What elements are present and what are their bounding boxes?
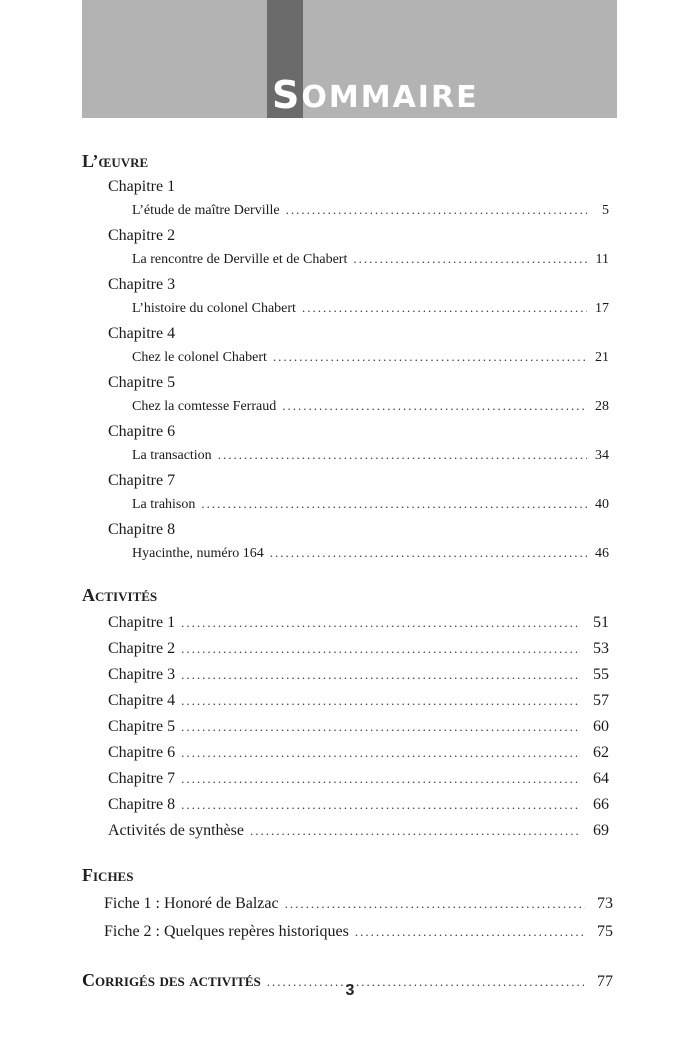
toc-entry-title: L’étude de maître Derville bbox=[132, 203, 280, 218]
toc-entry-title: Chez le colonel Chabert bbox=[132, 350, 267, 365]
toc-entry-page: 51 bbox=[593, 614, 609, 631]
dot-leader bbox=[353, 247, 587, 271]
toc-entry[interactable] bbox=[82, 688, 615, 714]
toc-entry-page: 46 bbox=[595, 546, 609, 561]
page-title-rest: OMMAIRE bbox=[301, 80, 479, 115]
dot-leader bbox=[181, 688, 581, 714]
section-title-oeuvre: L’œuvre bbox=[82, 151, 149, 171]
dot-leader bbox=[181, 792, 581, 818]
page-title-initial: S bbox=[272, 73, 300, 117]
chapter-label: Chapitre 7 bbox=[108, 472, 176, 489]
toc-entry-page: 17 bbox=[595, 301, 609, 316]
dot-leader bbox=[270, 541, 587, 565]
toc-entry[interactable] bbox=[82, 662, 615, 688]
toc-entry-title: Chapitre 8 bbox=[108, 796, 176, 813]
page-title bbox=[272, 70, 479, 117]
chapter-group bbox=[82, 519, 615, 566]
dot-leader bbox=[250, 818, 581, 844]
toc-entry-page: 64 bbox=[593, 770, 609, 787]
chapter-group bbox=[82, 225, 615, 272]
toc-entry-title: Corrigés des activités bbox=[82, 970, 261, 990]
toc-entry-page: 75 bbox=[597, 923, 613, 940]
toc-entry-page: 55 bbox=[593, 666, 609, 683]
chapter-group bbox=[82, 372, 615, 419]
chapter-group bbox=[82, 421, 615, 468]
toc-entry[interactable] bbox=[82, 492, 615, 517]
toc-entry-page: 69 bbox=[593, 822, 609, 839]
toc-entry-page: 5 bbox=[602, 203, 609, 218]
toc-entry-page: 40 bbox=[595, 497, 609, 512]
toc-entry[interactable] bbox=[82, 394, 615, 419]
toc-entry[interactable] bbox=[82, 918, 615, 946]
toc-entry-title: La trahison bbox=[132, 497, 196, 512]
toc-entry-title: Fiche 1 : Honoré de Balzac bbox=[104, 895, 279, 912]
dot-leader bbox=[355, 918, 585, 946]
toc-entry-page: 28 bbox=[595, 399, 609, 414]
chapter-label: Chapitre 5 bbox=[108, 374, 176, 391]
toc-entry-title: L’histoire du colonel Chabert bbox=[132, 301, 296, 316]
toc-entry[interactable] bbox=[82, 198, 615, 223]
chapter-label: Chapitre 1 bbox=[108, 178, 176, 195]
dot-leader bbox=[181, 740, 581, 766]
chapter-group bbox=[82, 323, 615, 370]
toc-entry-title: Chapitre 1 bbox=[108, 614, 176, 631]
toc-entry-page: 21 bbox=[595, 350, 609, 365]
header-band bbox=[82, 0, 617, 118]
dot-leader bbox=[218, 443, 587, 467]
toc-entry-title: La transaction bbox=[132, 448, 212, 463]
dot-leader bbox=[302, 296, 587, 320]
dot-leader bbox=[181, 766, 581, 792]
toc-entry[interactable] bbox=[82, 740, 615, 766]
toc-entry-title: Chapitre 3 bbox=[108, 666, 176, 683]
dot-leader bbox=[282, 394, 587, 418]
dot-leader bbox=[181, 662, 581, 688]
chapter-label: Chapitre 6 bbox=[108, 423, 176, 440]
chapter-label: Chapitre 8 bbox=[108, 521, 176, 538]
toc-entry[interactable] bbox=[82, 714, 615, 740]
toc-entry[interactable] bbox=[82, 818, 615, 844]
toc-entry[interactable] bbox=[82, 296, 615, 321]
toc-entry-title: Chapitre 2 bbox=[108, 640, 176, 657]
toc-entry-page: 57 bbox=[593, 692, 609, 709]
chapter-label: Chapitre 2 bbox=[108, 227, 176, 244]
toc-entry[interactable] bbox=[82, 766, 615, 792]
chapter-group bbox=[82, 274, 615, 321]
toc-entry[interactable] bbox=[82, 443, 615, 468]
toc-entry-page: 60 bbox=[593, 718, 609, 735]
toc-entry-page: 77 bbox=[597, 973, 613, 990]
toc-entry-title: Activités de synthèse bbox=[108, 822, 244, 839]
dot-leader bbox=[201, 492, 587, 516]
toc-entry-title: Chapitre 5 bbox=[108, 718, 176, 735]
dot-leader bbox=[286, 198, 587, 222]
dot-leader bbox=[273, 345, 587, 369]
toc-entry[interactable] bbox=[82, 247, 615, 272]
toc-entry-title: La rencontre de Derville et de Chabert bbox=[132, 252, 348, 267]
toc-entry-title: Chapitre 7 bbox=[108, 770, 176, 787]
toc-entry-title: Chapitre 4 bbox=[108, 692, 176, 709]
toc-entry[interactable] bbox=[82, 890, 615, 918]
chapter-label: Chapitre 4 bbox=[108, 325, 176, 342]
dot-leader bbox=[181, 714, 581, 740]
table-of-contents bbox=[82, 150, 615, 994]
dot-leader bbox=[181, 636, 581, 662]
toc-entry[interactable] bbox=[82, 792, 615, 818]
toc-entry[interactable] bbox=[82, 345, 615, 370]
dot-leader bbox=[285, 890, 585, 918]
toc-entry[interactable] bbox=[82, 610, 615, 636]
toc-entry-page: 11 bbox=[595, 252, 609, 267]
page-number: 3 bbox=[345, 982, 355, 999]
dot-leader bbox=[181, 610, 581, 636]
toc-entry-page: 73 bbox=[597, 895, 613, 912]
chapter-group bbox=[82, 176, 615, 223]
toc-entry-title: Chapitre 6 bbox=[108, 744, 176, 761]
toc-entry-page: 66 bbox=[593, 796, 609, 813]
toc-entry-page: 53 bbox=[593, 640, 609, 657]
toc-entry[interactable] bbox=[82, 636, 615, 662]
toc-entry-title: Chez la comtesse Ferraud bbox=[132, 399, 277, 414]
section-title-fiches: Fiches bbox=[82, 865, 134, 885]
chapter-label: Chapitre 3 bbox=[108, 276, 176, 293]
toc-entry-title: Fiche 2 : Quelques repères historiques bbox=[104, 923, 349, 940]
toc-entry-page: 62 bbox=[593, 744, 609, 761]
toc-entry-title: Hyacinthe, numéro 164 bbox=[132, 546, 264, 561]
toc-entry[interactable] bbox=[82, 541, 615, 566]
toc-entry-page: 34 bbox=[595, 448, 609, 463]
chapter-group bbox=[82, 470, 615, 517]
section-title-activites: Activités bbox=[82, 585, 158, 605]
